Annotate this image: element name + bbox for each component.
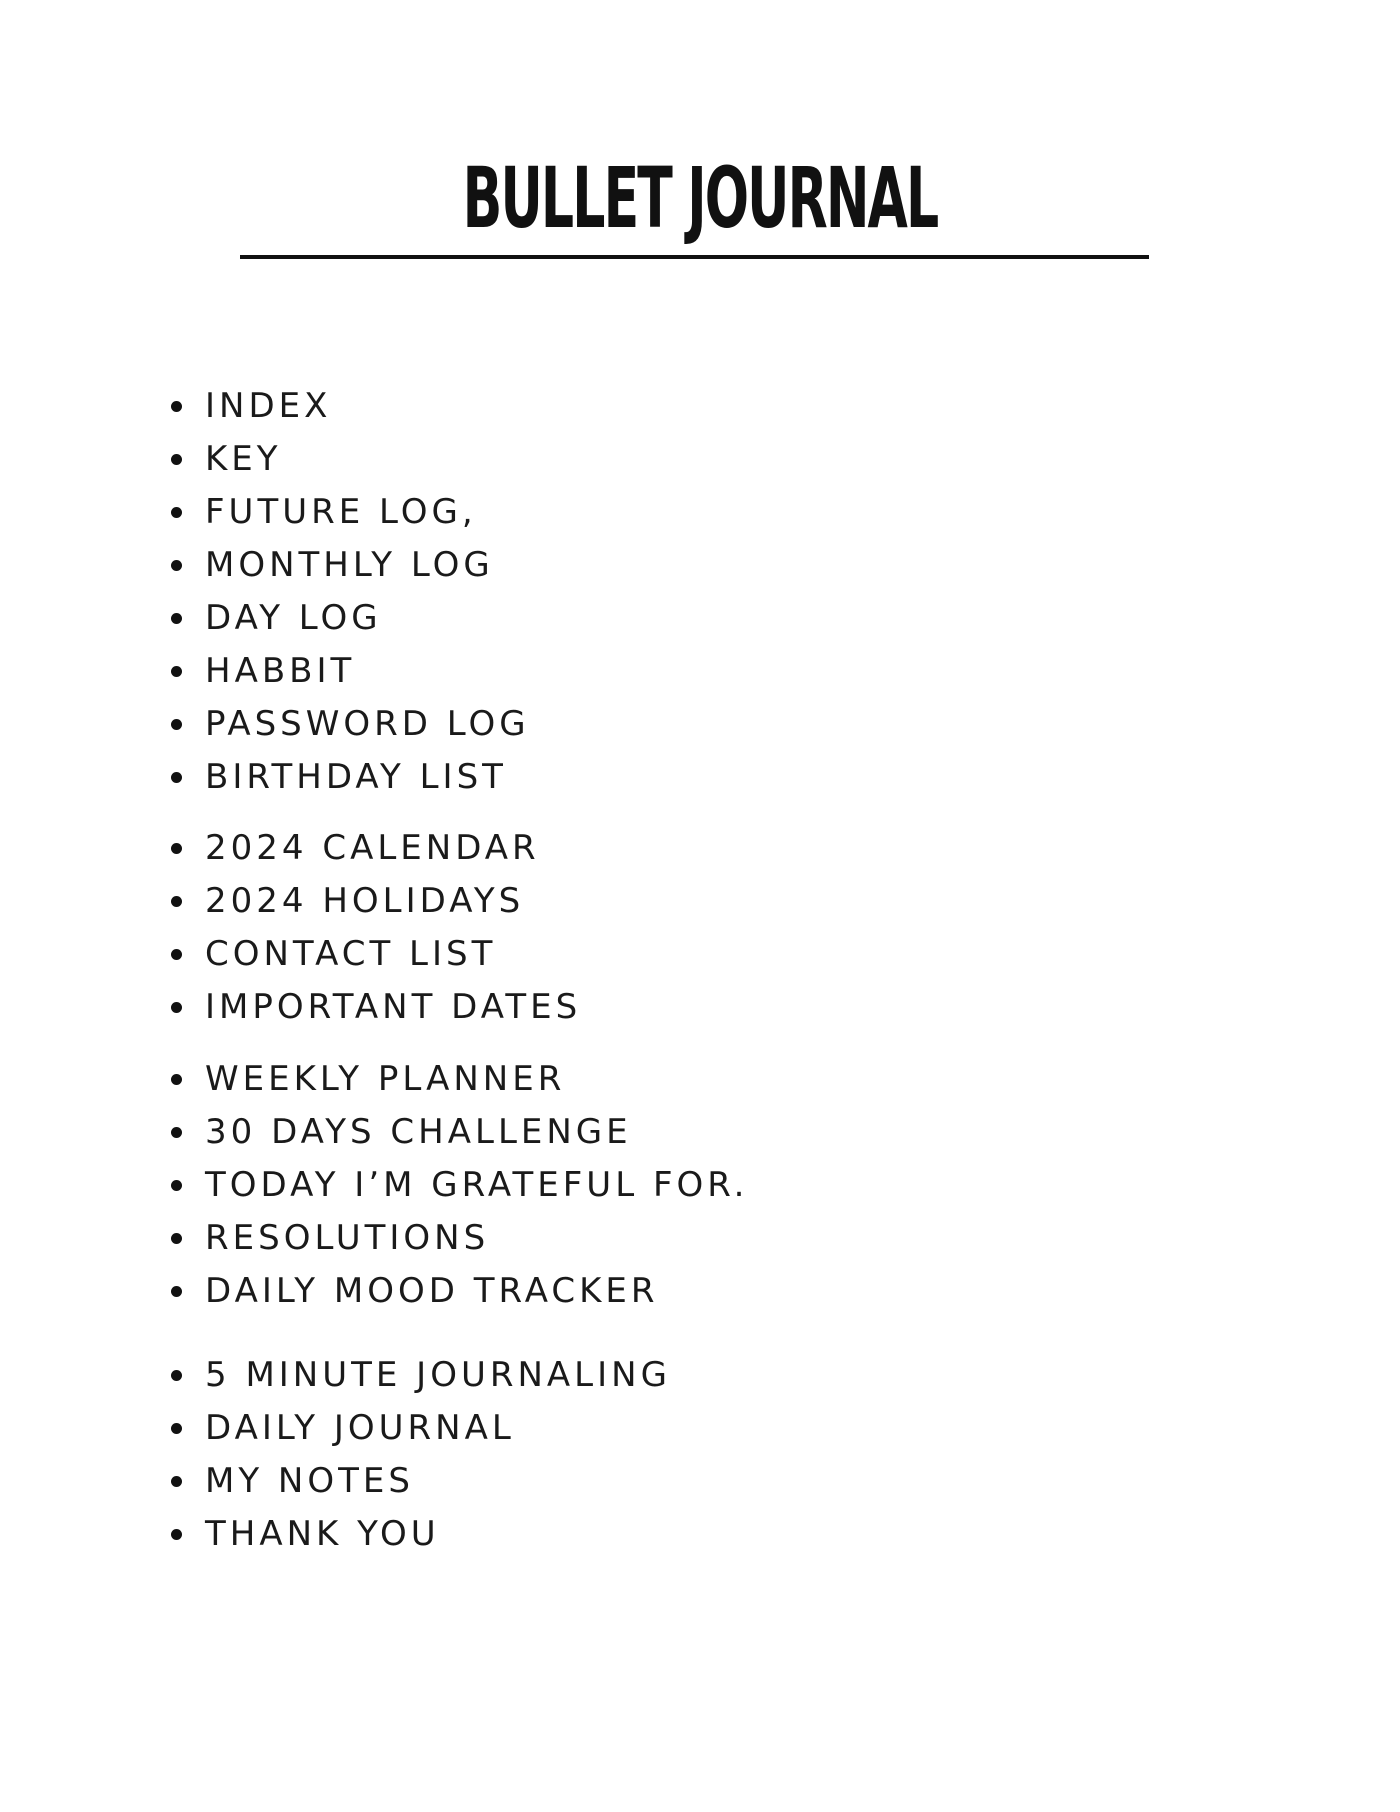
bullet-icon bbox=[171, 507, 182, 518]
list-item-label: DAILY JOURNAL bbox=[205, 1408, 515, 1448]
list-item-label: WEEKLY PLANNER bbox=[205, 1059, 566, 1099]
bullet-icon bbox=[171, 1370, 182, 1381]
bullet-icon bbox=[171, 1127, 182, 1138]
bullet-icon bbox=[171, 1423, 182, 1434]
bullet-icon bbox=[171, 454, 182, 465]
bullet-icon bbox=[171, 772, 182, 783]
list-item-label: 5 MINUTE JOURNALING bbox=[205, 1355, 671, 1395]
list-item-label: IMPORTANT DATES bbox=[205, 987, 582, 1027]
list-item-label: 30 DAYS CHALLENGE bbox=[205, 1112, 632, 1152]
list-item-label: HABBIT bbox=[205, 651, 356, 691]
list-item-label: TODAY I’M GRATEFUL FOR. bbox=[205, 1165, 749, 1205]
bullet-icon bbox=[171, 401, 182, 412]
bullet-icon bbox=[171, 949, 182, 960]
list-item-label: DAILY MOOD TRACKER bbox=[205, 1271, 659, 1311]
list-item-label: THANK YOU bbox=[205, 1514, 440, 1554]
bullet-icon bbox=[171, 1286, 182, 1297]
bullet-icon bbox=[171, 719, 182, 730]
list-item-label: DAY LOG bbox=[205, 598, 382, 638]
page-title: BULLET JOURNAL bbox=[462, 149, 938, 247]
bullet-icon bbox=[171, 1074, 182, 1085]
bullet-icon bbox=[171, 613, 182, 624]
bullet-icon bbox=[171, 666, 182, 677]
bullet-icon bbox=[171, 896, 182, 907]
list-item-label: FUTURE LOG, bbox=[205, 492, 477, 532]
list-item-label: 2024 CALENDAR bbox=[205, 828, 540, 868]
bullet-icon bbox=[171, 1529, 182, 1540]
list-item-label: MY NOTES bbox=[205, 1461, 414, 1501]
bullet-icon bbox=[171, 1476, 182, 1487]
bullet-icon bbox=[171, 1233, 182, 1244]
list-item-label: INDEX bbox=[205, 386, 332, 426]
list-item-label: RESOLUTIONS bbox=[205, 1218, 490, 1258]
bullet-icon bbox=[171, 843, 182, 854]
list-item-label: MONTHLY LOG bbox=[205, 545, 494, 585]
bullet-icon bbox=[171, 1180, 182, 1191]
list-item-label: CONTACT LIST bbox=[205, 934, 497, 974]
list-item-label: 2024 HOLIDAYS bbox=[205, 881, 525, 921]
list-item-label: PASSWORD LOG bbox=[205, 704, 530, 744]
bullet-icon bbox=[171, 1002, 182, 1013]
bullet-icon bbox=[171, 560, 182, 571]
list-item-label: BIRTHDAY LIST bbox=[205, 757, 507, 797]
title-underline bbox=[240, 255, 1149, 259]
list-item-label: KEY bbox=[205, 439, 282, 479]
